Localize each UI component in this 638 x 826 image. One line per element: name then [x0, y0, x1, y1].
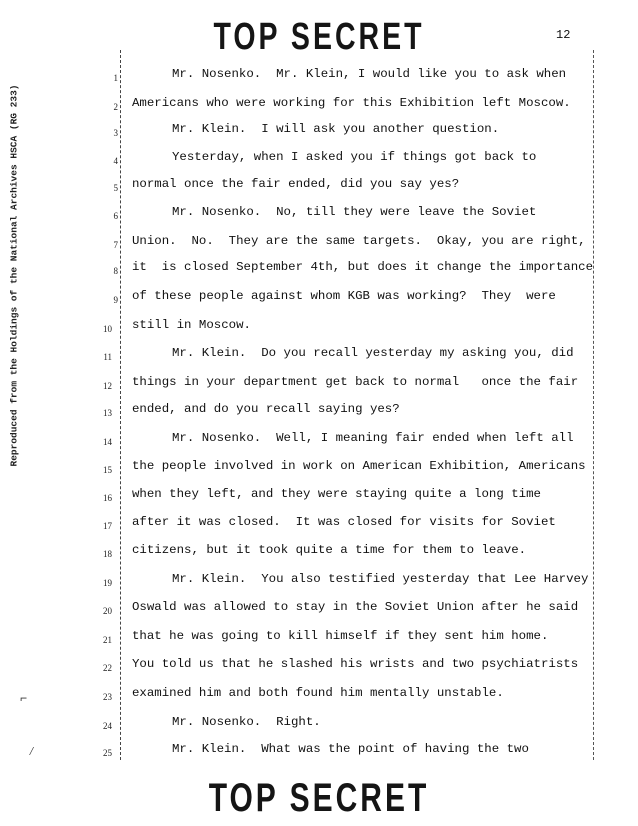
transcript-line: that he was going to kill himself if they sent him home.	[132, 629, 549, 643]
transcript-line: the people involved in work on American Exhibition, Americans	[132, 459, 586, 473]
margin-scribble: ⁄	[28, 745, 36, 759]
transcript-line: You told us that he slashed his wrists and two psychiatrists	[132, 657, 579, 671]
line-number: 18	[103, 549, 112, 559]
transcript-line: Mr. Klein. What was the point of having the two	[172, 742, 529, 756]
line-number: 15	[103, 465, 112, 475]
transcript-line: Oswald was allowed to stay in the Soviet Union after he said	[132, 600, 579, 614]
line-number: 7	[113, 240, 118, 250]
line-number: 1	[113, 73, 118, 83]
line-number: 24	[103, 721, 112, 731]
line-number: 23	[103, 692, 112, 702]
transcript-line: Mr. Klein. I will ask you another question.	[172, 122, 500, 136]
line-number: 13	[103, 408, 112, 418]
left-margin-rule	[120, 50, 122, 760]
top-secret-stamp-footer: TOP SECRET	[208, 776, 430, 820]
line-number: 5	[113, 183, 118, 193]
margin-scribble: ⌐	[20, 692, 28, 706]
transcript-line: Union. No. They are the same targets. Okay, you are right,	[132, 234, 586, 248]
line-number: 2	[113, 102, 118, 112]
line-number: 20	[103, 606, 112, 616]
line-number: 25	[103, 748, 112, 758]
line-number: 22	[103, 663, 112, 673]
transcript-line: normal once the fair ended, did you say yes?	[132, 177, 460, 191]
line-number: 11	[103, 352, 112, 362]
line-number: 14	[103, 437, 112, 447]
transcript-line: citizens, but it took quite a time for them to leave.	[132, 543, 527, 557]
page-number: 12	[556, 28, 571, 42]
transcript-line: it is closed September 4th, but does it change the importance	[132, 260, 594, 274]
transcript-line: still in Moscow.	[132, 318, 251, 332]
line-number: 3	[113, 128, 118, 138]
transcript-line: after it was closed. It was closed for visits for Soviet	[132, 515, 556, 529]
line-number: 8	[113, 266, 118, 276]
line-number: 10	[103, 324, 112, 334]
transcript-line: examined him and both found him mentally unstable.	[132, 686, 504, 700]
top-secret-stamp-header: TOP SECRET	[213, 16, 425, 58]
transcript-line: things in your department get back to normal once the fair	[132, 375, 579, 389]
archive-source-note: Reproduced from the Holdings of the National Archives HSCA (RG 233)	[8, 84, 20, 467]
line-number: 4	[113, 156, 118, 166]
transcript-line: of these people against whom KGB was working? They were	[132, 289, 556, 303]
transcript-line: Mr. Nosenko. Well, I meaning fair ended when left all	[172, 431, 574, 445]
transcript-line: Mr. Nosenko. Right.	[172, 715, 321, 729]
line-number: 17	[103, 521, 112, 531]
transcript-line: Yesterday, when I asked you if things got back to	[172, 150, 537, 164]
transcript-line: ended, and do you recall saying yes?	[132, 402, 400, 416]
line-number: 16	[103, 493, 112, 503]
transcript-line: Mr. Klein. Do you recall yesterday my asking you, did	[172, 346, 574, 360]
line-number: 6	[113, 211, 118, 221]
transcript-line: Americans who were working for this Exhibition left Moscow.	[132, 96, 571, 110]
line-number: 9	[113, 295, 118, 305]
transcript-line: Mr. Klein. You also testified yesterday that Lee Harvey	[172, 572, 589, 586]
transcript-line: Mr. Nosenko. No, till they were leave the Soviet	[172, 205, 537, 219]
transcript-line: when they left, and they were staying quite a long time	[132, 487, 541, 501]
line-number: 12	[103, 381, 112, 391]
line-number: 19	[103, 578, 112, 588]
line-number: 21	[103, 635, 112, 645]
transcript-line: Mr. Nosenko. Mr. Klein, I would like you to ask when	[172, 67, 567, 81]
right-margin-rule	[593, 50, 595, 760]
